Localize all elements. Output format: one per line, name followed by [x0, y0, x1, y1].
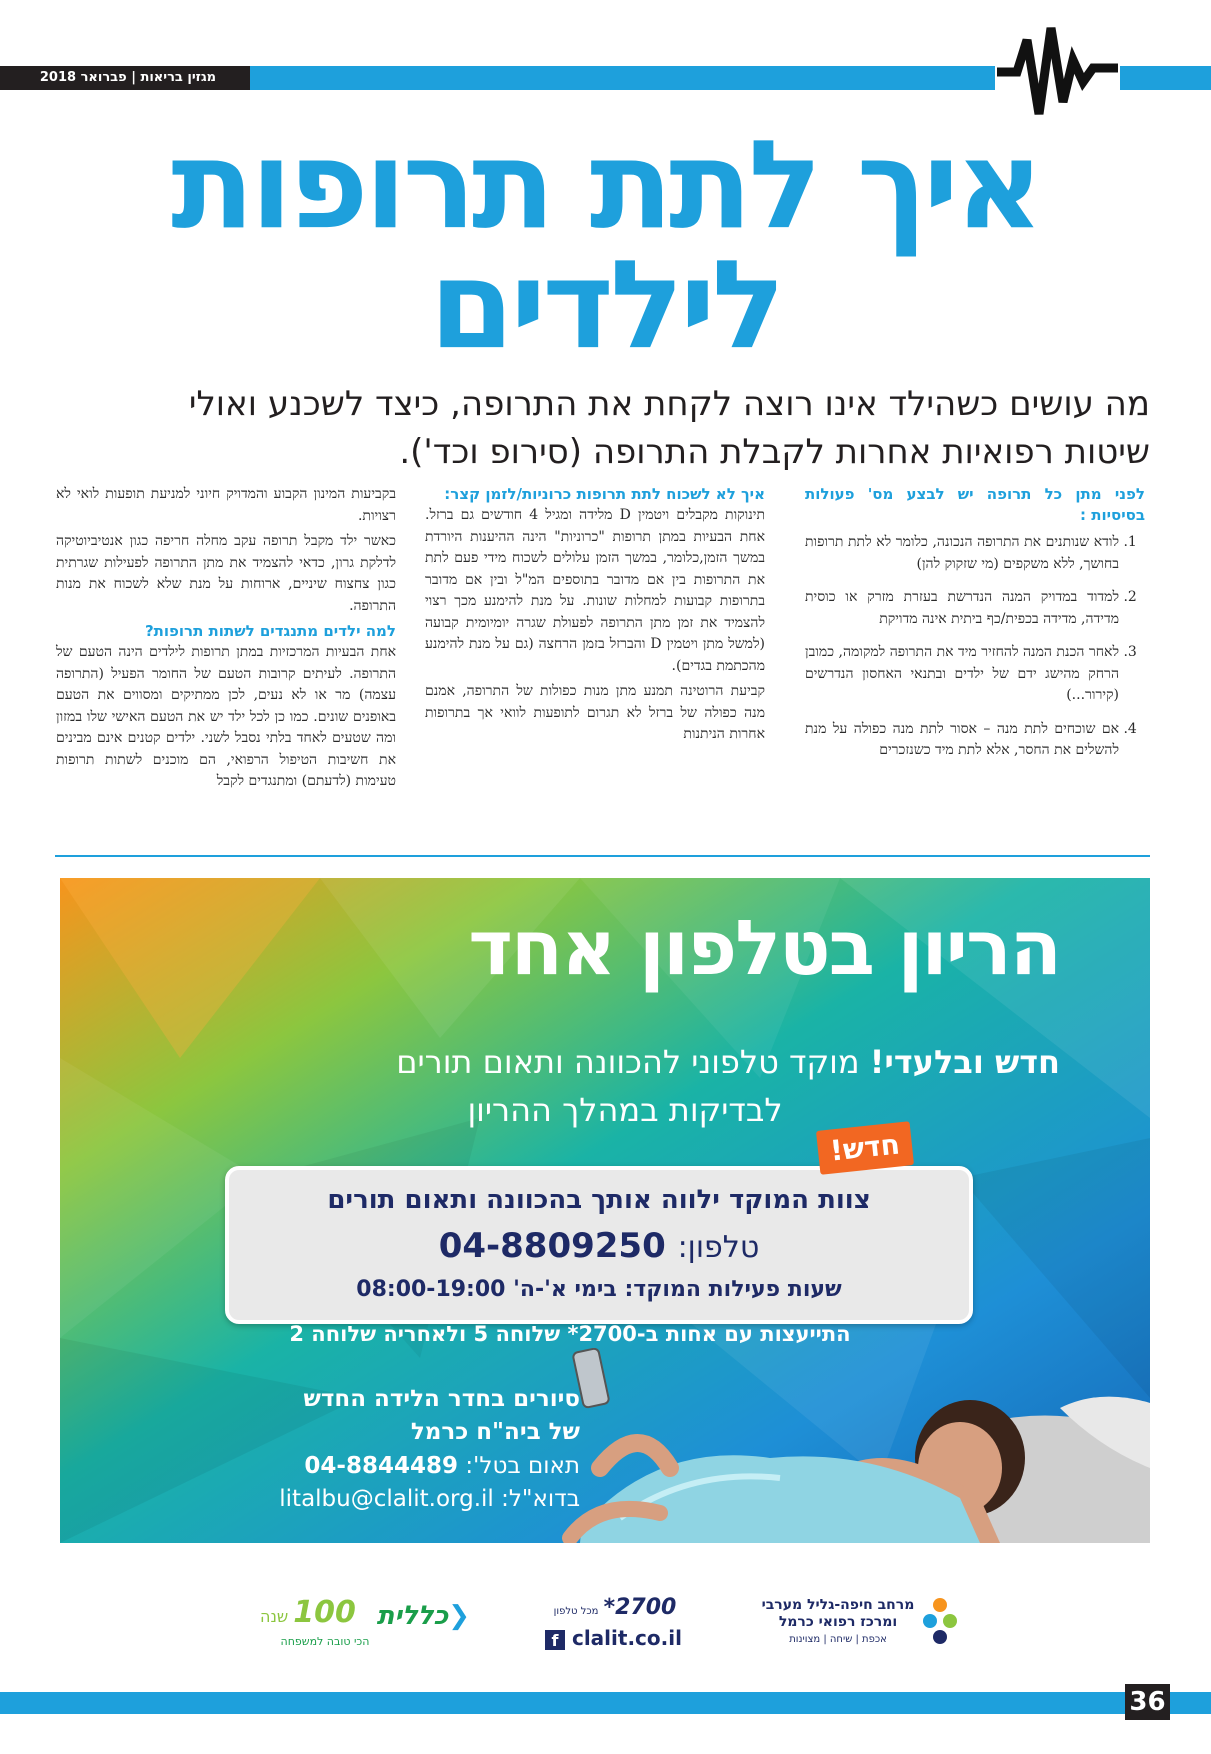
article-column-middle [425, 484, 765, 750]
clalit-name-line [377, 1601, 470, 1631]
magazine-label: מגזין בריאות | פברואר 2018 [39, 70, 217, 85]
article-title-line1: איך לתת תרופות [171, 114, 1040, 256]
clalit-contact-logo [540, 1595, 690, 1655]
clalit-phone-line [540, 1595, 690, 1620]
clalit-100-label: שנה [260, 1607, 289, 1626]
tours-line2: של ביה"ח כרמל [410, 1419, 580, 1445]
info-phone [229, 1224, 969, 1270]
section-divider [55, 855, 1150, 857]
article-column-right [805, 484, 1145, 774]
info-hours: שעות פעילות המוקד: בימי א'-ה' 08:00-19:00 [356, 1277, 842, 1302]
contact-phone-label: תאום בטל': [465, 1453, 580, 1479]
paragraph: אחת הבעיות המרכזיות במתן תרופות לילדים הינה הטעם של התרופה. לעיתים קרובות הטעם של החומר הפעיל (התרופה עצמה) מר או לא נעים, לכן ממתיקים ומסווים את הטעם באופנים שונים. כמו כן לכל ילד יש את הטעם האישי שלו במזון ומה שטעים לאחד בלתי נסבל לשני. ילדים קטנים אינם מבינים את חשיבות הטיפול הרפואי, הם מוכנים לשתות תרופות טעימות (לדעתם) ומתנגדים לקבל [56, 644, 396, 789]
ad-title: הריון בטלפון אחד [468, 903, 1060, 992]
clalit-100-badge [260, 1595, 356, 1630]
clalit-phone: 2700* [603, 1595, 677, 1620]
ad-subtitle-text: מוקד טלפוני להכוונה ותאום תורים [396, 1043, 860, 1081]
tours-contact [220, 1450, 580, 1516]
phone-label: טלפון: [677, 1230, 760, 1265]
header-blue-bar [250, 66, 995, 90]
header-blue-bar-right [1120, 66, 1211, 90]
clalit-phone-label: מכל טלפון [553, 1606, 599, 1617]
contact-email: litalbu@clalit.org.il [279, 1486, 494, 1512]
clalit-site-line [545, 1625, 685, 1651]
paragraph: כאשר ילד מקבל תרופה עקב מחלה חריפה כגון אנטיביוטיקה לדלקת גרון, כדאי להצמיד את מתן התרופה לפעילות שגרתית כגון צחצוח שיניים, ארוחות על מנת שלא לשכוח את מנות התרופה. [56, 533, 396, 614]
page-number: 36 [1125, 1684, 1170, 1720]
article-title-line2: לילדים [429, 234, 782, 376]
list-item: 2. למדוד במדויק המנה הנדרשת בעזרת מזרק או כוסית מדידה, מדידה בכפית/כף ביתית אינה מדויקת [805, 587, 1119, 630]
ad-subtitle-line1 [60, 1038, 1060, 1086]
ad-subtitle-highlight: חדש ובלעדי! [869, 1043, 1060, 1081]
haifa-line1: מרחב חיפה-גליל מערבי [761, 1597, 915, 1613]
carmel-emblem-icon [920, 1595, 960, 1647]
clalit-100-number: 100 [293, 1595, 356, 1630]
tours-line1: סיורים בחדר הלידה החדש [303, 1386, 580, 1412]
contact-phone: 04-8844489 [304, 1453, 458, 1479]
contact-email-label: בדוא"ל: [501, 1486, 580, 1512]
clalit-name: כללית [376, 1601, 449, 1631]
info-team-text: צוות המוקד ילווה אותך בהכוונה ותאום תורים [327, 1185, 871, 1215]
contact-phone-line [220, 1450, 580, 1483]
clalit-tagline: הכי טובה למשפחה [280, 1635, 370, 1648]
paragraph: תינוקות מקבלים ויטמין D מלידה ומגיל 4 חודשים גם ברזל. אחת הבעיות במתן תרופות "כרוניות" הינה ההיענות היורדת במשך הזמן,כלומר, במשך הזמן עלולים לשכוח מידי פעם לתת את התרופות בין אם מדובר בתוספים המ"ל ובין אם מדובר בתרופות קבועות למחלות שונות. על מנת להימנע מכך רצוי להצמיד את זמן מתן התרופה לפעולת שגרה יומיומית קבועה (למשל מתן ויטמין D והברזל בזמן הרחצה (גם על מנת להימנע מהכתמת בגדים). [425, 507, 765, 674]
phone-number: 04-8809250 [438, 1226, 666, 1266]
list-item: 3. לאחר הכנת המנה להחזיר מיד את התרופה למקומה, כמובן הרחק מהישג ידם של ילדים ובתנאי האחסון הנדרשים (קירור...) [805, 642, 1119, 707]
steps-list [805, 532, 1145, 762]
facebook-icon: f [545, 1630, 565, 1650]
paragraph: קביעת הרוטינה תמנע מתן מנות כפולות של התרופה, אמנם מנה כפולה של ברזל לא תגרום לתופעות לוואי אך בתרופות אחרות הניתנות [425, 683, 765, 742]
column-heading: לפני מתן כל תרופה יש לבצע מס' פעולות בסיסיות : [805, 485, 1145, 524]
delivery-room-tours [220, 1383, 580, 1449]
column-heading: למה ילדים מתנגדים לשתות תרופות? [144, 622, 396, 640]
nurse-consult-text: התייעצות עם אחות ב-2700* שלוחה 5 ולאחריה שלוחה 2 [289, 1322, 851, 1346]
haifa-carmel-logo [760, 1595, 960, 1655]
article-column-left [56, 484, 396, 797]
footer-bar [0, 1692, 1211, 1714]
contact-email-line [220, 1483, 580, 1516]
article-subtitle: מה עושים כשהילד אינו רוצה לקחת את התרופה, כיצד לשכנע ואולי שיטות רפואיות אחרות לקבלת התרופה (סירופ וכד'). [188, 384, 1150, 472]
new-badge: חדש! [816, 1121, 914, 1175]
clalit-100-logo [260, 1595, 470, 1655]
list-item: 4. אם שוכחים לתת מנה – אסור לתת מנה כפולה על מנת להשלים את החסר, אלא לתת מיד כשנזכרים [805, 719, 1119, 762]
paragraph: בקביעות המינון הקבוע והמדויק חיוני למניעת תופעות לואי לא רצויות. [56, 486, 396, 524]
clalit-site: clalit.co.il [571, 1626, 682, 1650]
ad-subtitle-line2: לבדיקות במהלך ההריון [467, 1091, 783, 1129]
clalit-mark-icon: ❮ [448, 1601, 470, 1631]
list-item: 1. לודא שנותנים את התרופה הנכונה, כלומר לא לתת תרופות בחושך, ללא משקפים (מי שזקוק להן) [805, 532, 1119, 575]
pregnancy-hotline-ad [60, 878, 1150, 1543]
column-heading: איך לא לשכוח לתת תרופות כרוניות/לזמן קצר: [444, 485, 765, 503]
pregnant-woman-image [540, 1348, 1150, 1543]
info-box [225, 1166, 973, 1324]
haifa-line3: אכפת | שיחה | מצוינות [789, 1634, 887, 1645]
haifa-line2: ומרכז רפואי כרמל [778, 1614, 898, 1630]
